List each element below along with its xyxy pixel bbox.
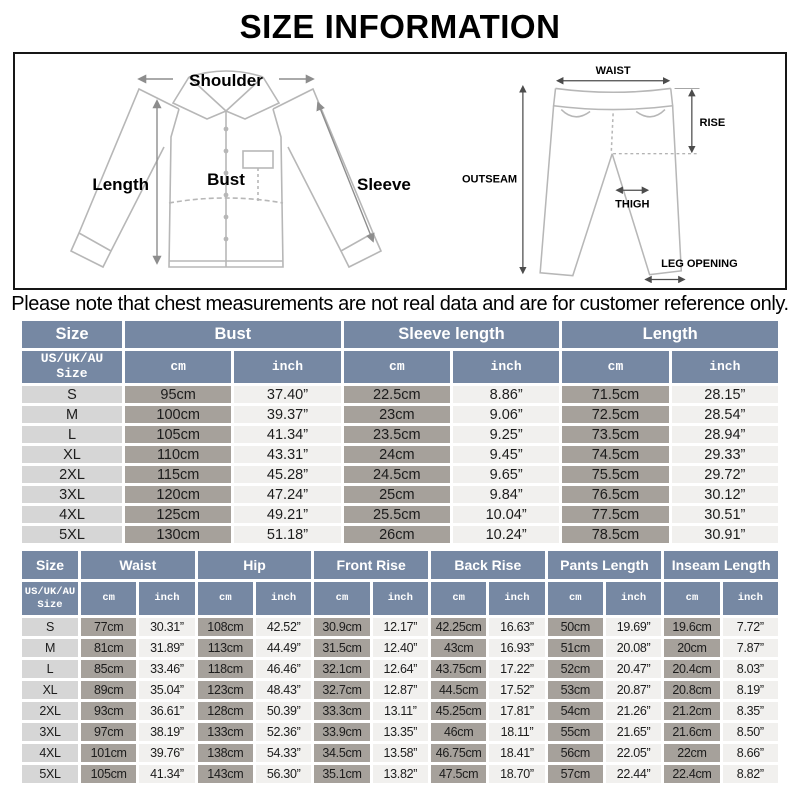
size-group-header: Size: [22, 321, 122, 348]
inch-value-cell: 44.49”: [256, 639, 311, 657]
inch-value-cell: 8.19”: [723, 681, 778, 699]
inch-value-cell: 36.61”: [139, 702, 194, 720]
measure-group-header: Bust: [125, 321, 341, 348]
inch-value-cell: 17.52”: [489, 681, 544, 699]
inch-value-cell: 20.08”: [606, 639, 661, 657]
inch-value-cell: 18.11”: [489, 723, 544, 741]
cm-value-cell: 51cm: [548, 639, 603, 657]
size-cell: 5XL: [22, 526, 122, 543]
size-subheader: US/UK/AU Size: [22, 351, 122, 383]
size-row: [22, 526, 778, 543]
cm-value-cell: 32.7cm: [314, 681, 369, 699]
cm-value-cell: 20.4cm: [664, 660, 719, 678]
inch-value-cell: 8.66”: [723, 744, 778, 762]
inch-value-cell: 12.17”: [373, 618, 428, 636]
inch-value-cell: 50.39”: [256, 702, 311, 720]
inch-value-cell: 42.52”: [256, 618, 311, 636]
cm-unit-header: cm: [562, 351, 668, 383]
inch-value-cell: 46.46”: [256, 660, 311, 678]
cm-value-cell: 25cm: [344, 486, 450, 503]
inch-value-cell: 37.40”: [234, 386, 340, 403]
cm-value-cell: 46.75cm: [431, 744, 486, 762]
inch-value-cell: 22.05”: [606, 744, 661, 762]
cm-unit-header: cm: [664, 582, 719, 615]
inch-value-cell: 20.87”: [606, 681, 661, 699]
shirt-measurement-diagram: [15, 54, 446, 288]
inch-value-cell: 13.58”: [373, 744, 428, 762]
size-cell: 3XL: [22, 723, 78, 741]
inch-value-cell: 7.87”: [723, 639, 778, 657]
shoulder-label: Shoulder: [188, 71, 263, 90]
measure-group-header: Sleeve length: [344, 321, 560, 348]
size-cell: XL: [22, 446, 122, 463]
size-row: [22, 386, 778, 403]
cm-value-cell: 73.5cm: [562, 426, 668, 443]
size-row: [22, 406, 778, 423]
inch-unit-header: inch: [373, 582, 428, 615]
size-row: [22, 506, 778, 523]
inch-value-cell: 47.24”: [234, 486, 340, 503]
bottoms-size-table: [19, 548, 781, 786]
leg-opening-label: LEG OPENING: [660, 258, 738, 270]
inch-value-cell: 12.40”: [373, 639, 428, 657]
tops-table-body: [22, 386, 778, 543]
tops-size-table: [19, 318, 781, 546]
size-cell: 2XL: [22, 466, 122, 483]
cm-value-cell: 21.2cm: [664, 702, 719, 720]
measurement-diagram-box: [13, 52, 787, 290]
size-row: [22, 446, 778, 463]
inch-value-cell: 10.24”: [453, 526, 559, 543]
pants-illustration: [448, 57, 784, 285]
cm-value-cell: 25.5cm: [344, 506, 450, 523]
inch-value-cell: 30.31”: [139, 618, 194, 636]
size-subheader: US/UK/AU Size: [22, 582, 78, 615]
inch-value-cell: 17.22”: [489, 660, 544, 678]
cm-value-cell: 30.9cm: [314, 618, 369, 636]
length-label: Length: [91, 175, 149, 194]
inch-value-cell: 51.18”: [234, 526, 340, 543]
inch-value-cell: 41.34”: [234, 426, 340, 443]
inch-value-cell: 21.26”: [606, 702, 661, 720]
cm-value-cell: 21.6cm: [664, 723, 719, 741]
cm-value-cell: 24cm: [344, 446, 450, 463]
cm-value-cell: 77cm: [81, 618, 136, 636]
size-cell: 5XL: [22, 765, 78, 783]
size-cell: L: [22, 660, 78, 678]
outseam-label: OUTSEAM: [461, 173, 517, 186]
inch-value-cell: 41.34”: [139, 765, 194, 783]
cm-value-cell: 75.5cm: [562, 466, 668, 483]
cm-value-cell: 46cm: [431, 723, 486, 741]
inch-value-cell: 28.15”: [672, 386, 778, 403]
cm-value-cell: 101cm: [81, 744, 136, 762]
inch-value-cell: 13.35”: [373, 723, 428, 741]
cm-value-cell: 54cm: [548, 702, 603, 720]
cm-value-cell: 22.4cm: [664, 765, 719, 783]
bottoms-table-body: [22, 618, 778, 783]
size-cell: 3XL: [22, 486, 122, 503]
cm-value-cell: 71.5cm: [562, 386, 668, 403]
inch-value-cell: 7.72”: [723, 618, 778, 636]
cm-value-cell: 50cm: [548, 618, 603, 636]
size-cell: 4XL: [22, 506, 122, 523]
inch-value-cell: 54.33”: [256, 744, 311, 762]
inch-value-cell: 38.19”: [139, 723, 194, 741]
inch-value-cell: 12.64”: [373, 660, 428, 678]
cm-value-cell: 133cm: [198, 723, 253, 741]
cm-value-cell: 72.5cm: [562, 406, 668, 423]
inch-value-cell: 29.33”: [672, 446, 778, 463]
size-row: [22, 723, 778, 741]
size-row: [22, 660, 778, 678]
cm-value-cell: 115cm: [125, 466, 231, 483]
cm-value-cell: 33.3cm: [314, 702, 369, 720]
size-cell: M: [22, 639, 78, 657]
size-row: [22, 681, 778, 699]
size-group-header: Size: [22, 551, 78, 579]
pants-measurement-diagram: [446, 54, 785, 288]
size-cell: L: [22, 426, 122, 443]
inch-value-cell: 9.65”: [453, 466, 559, 483]
measure-group-header: Length: [562, 321, 778, 348]
size-cell: XL: [22, 681, 78, 699]
inch-value-cell: 13.82”: [373, 765, 428, 783]
cm-value-cell: 138cm: [198, 744, 253, 762]
thigh-label: THIGH: [614, 198, 650, 211]
cm-value-cell: 128cm: [198, 702, 253, 720]
cm-value-cell: 23.5cm: [344, 426, 450, 443]
cm-value-cell: 43cm: [431, 639, 486, 657]
size-cell: 2XL: [22, 702, 78, 720]
cm-unit-header: cm: [548, 582, 603, 615]
cm-value-cell: 22cm: [664, 744, 719, 762]
cm-value-cell: 89cm: [81, 681, 136, 699]
inch-value-cell: 8.86”: [453, 386, 559, 403]
size-row: [22, 744, 778, 762]
inch-value-cell: 28.94”: [672, 426, 778, 443]
cm-value-cell: 77.5cm: [562, 506, 668, 523]
inch-value-cell: 49.21”: [234, 506, 340, 523]
cm-value-cell: 74.5cm: [562, 446, 668, 463]
rise-label: RISE: [699, 116, 725, 129]
cm-value-cell: 108cm: [198, 618, 253, 636]
measure-group-header: Back Rise: [431, 551, 545, 579]
cm-value-cell: 56cm: [548, 744, 603, 762]
inch-value-cell: 39.76”: [139, 744, 194, 762]
inch-unit-header: inch: [606, 582, 661, 615]
page-title: SIZE INFORMATION: [239, 8, 561, 45]
inch-value-cell: 10.04”: [453, 506, 559, 523]
bottoms-table-head: [22, 551, 778, 615]
cm-value-cell: 125cm: [125, 506, 231, 523]
size-row: [22, 765, 778, 783]
size-cell: S: [22, 386, 122, 403]
waist-label: WAIST: [595, 65, 631, 78]
inch-unit-header: inch: [723, 582, 778, 615]
measure-group-header: Waist: [81, 551, 195, 579]
cm-value-cell: 32.1cm: [314, 660, 369, 678]
cm-value-cell: 55cm: [548, 723, 603, 741]
cm-value-cell: 53cm: [548, 681, 603, 699]
cm-value-cell: 19.6cm: [664, 618, 719, 636]
inch-value-cell: 12.87”: [373, 681, 428, 699]
sleeve-label: Sleeve: [356, 175, 411, 194]
inch-value-cell: 56.30”: [256, 765, 311, 783]
inch-value-cell: 43.31”: [234, 446, 340, 463]
inch-value-cell: 16.63”: [489, 618, 544, 636]
cm-value-cell: 85cm: [81, 660, 136, 678]
measure-group-header: Hip: [198, 551, 312, 579]
inch-unit-header: inch: [453, 351, 559, 383]
inch-value-cell: 9.45”: [453, 446, 559, 463]
cm-value-cell: 42.25cm: [431, 618, 486, 636]
cm-value-cell: 45.25cm: [431, 702, 486, 720]
bust-label: Bust: [206, 170, 245, 189]
size-row: [22, 618, 778, 636]
cm-value-cell: 33.9cm: [314, 723, 369, 741]
inch-unit-header: inch: [256, 582, 311, 615]
inch-value-cell: 8.50”: [723, 723, 778, 741]
pants-outline: [540, 88, 681, 275]
inch-value-cell: 18.41”: [489, 744, 544, 762]
reference-note: Please note that chest measurements are not real data and are for customer reference only.: [11, 293, 789, 315]
inch-value-cell: 9.25”: [453, 426, 559, 443]
cm-unit-header: cm: [125, 351, 231, 383]
inch-value-cell: 31.89”: [139, 639, 194, 657]
cm-value-cell: 95cm: [125, 386, 231, 403]
inch-value-cell: 48.43”: [256, 681, 311, 699]
cm-value-cell: 93cm: [81, 702, 136, 720]
size-cell: 4XL: [22, 744, 78, 762]
size-cell: M: [22, 406, 122, 423]
inch-value-cell: 45.28”: [234, 466, 340, 483]
measure-group-header: Inseam Length: [664, 551, 778, 579]
cm-value-cell: 97cm: [81, 723, 136, 741]
inch-value-cell: 9.84”: [453, 486, 559, 503]
cm-value-cell: 78.5cm: [562, 526, 668, 543]
shirt-illustration: [19, 57, 443, 285]
cm-value-cell: 20cm: [664, 639, 719, 657]
cm-value-cell: 113cm: [198, 639, 253, 657]
cm-value-cell: 110cm: [125, 446, 231, 463]
inch-value-cell: 19.69”: [606, 618, 661, 636]
inch-value-cell: 8.03”: [723, 660, 778, 678]
inch-value-cell: 30.51”: [672, 506, 778, 523]
cm-value-cell: 31.5cm: [314, 639, 369, 657]
inch-value-cell: 21.65”: [606, 723, 661, 741]
size-row: [22, 639, 778, 657]
cm-value-cell: 123cm: [198, 681, 253, 699]
size-cell: S: [22, 618, 78, 636]
size-row: [22, 486, 778, 503]
inch-value-cell: 33.46”: [139, 660, 194, 678]
cm-value-cell: 22.5cm: [344, 386, 450, 403]
inch-value-cell: 9.06”: [453, 406, 559, 423]
inch-unit-header: inch: [489, 582, 544, 615]
inch-value-cell: 17.81”: [489, 702, 544, 720]
cm-value-cell: 118cm: [198, 660, 253, 678]
cm-value-cell: 23cm: [344, 406, 450, 423]
size-row: [22, 426, 778, 443]
size-row: [22, 702, 778, 720]
inch-value-cell: 18.70”: [489, 765, 544, 783]
inch-unit-header: inch: [672, 351, 778, 383]
cm-value-cell: 35.1cm: [314, 765, 369, 783]
cm-value-cell: 43.75cm: [431, 660, 486, 678]
cm-value-cell: 105cm: [81, 765, 136, 783]
cm-value-cell: 47.5cm: [431, 765, 486, 783]
cm-value-cell: 34.5cm: [314, 744, 369, 762]
size-row: [22, 466, 778, 483]
cm-value-cell: 76.5cm: [562, 486, 668, 503]
cm-value-cell: 52cm: [548, 660, 603, 678]
tops-table-head: [22, 321, 778, 383]
inch-value-cell: 35.04”: [139, 681, 194, 699]
inch-value-cell: 30.12”: [672, 486, 778, 503]
inch-value-cell: 28.54”: [672, 406, 778, 423]
cm-unit-header: cm: [344, 351, 450, 383]
inch-value-cell: 39.37”: [234, 406, 340, 423]
cm-value-cell: 130cm: [125, 526, 231, 543]
inch-value-cell: 13.11”: [373, 702, 428, 720]
inch-value-cell: 8.82”: [723, 765, 778, 783]
inch-value-cell: 30.91”: [672, 526, 778, 543]
inch-value-cell: 8.35”: [723, 702, 778, 720]
inch-value-cell: 52.36”: [256, 723, 311, 741]
cm-value-cell: 105cm: [125, 426, 231, 443]
inch-value-cell: 22.44”: [606, 765, 661, 783]
cm-value-cell: 120cm: [125, 486, 231, 503]
inch-value-cell: 29.72”: [672, 466, 778, 483]
cm-value-cell: 57cm: [548, 765, 603, 783]
shirt-outline: [71, 71, 381, 267]
measure-group-header: Front Rise: [314, 551, 428, 579]
cm-unit-header: cm: [198, 582, 253, 615]
cm-value-cell: 100cm: [125, 406, 231, 423]
cm-value-cell: 44.5cm: [431, 681, 486, 699]
inch-unit-header: inch: [139, 582, 194, 615]
cm-value-cell: 81cm: [81, 639, 136, 657]
cm-unit-header: cm: [81, 582, 136, 615]
inch-value-cell: 20.47”: [606, 660, 661, 678]
cm-value-cell: 24.5cm: [344, 466, 450, 483]
inch-value-cell: 16.93”: [489, 639, 544, 657]
measure-group-header: Pants Length: [548, 551, 662, 579]
cm-value-cell: 20.8cm: [664, 681, 719, 699]
cm-value-cell: 143cm: [198, 765, 253, 783]
inch-unit-header: inch: [234, 351, 340, 383]
cm-value-cell: 26cm: [344, 526, 450, 543]
cm-unit-header: cm: [431, 582, 486, 615]
cm-unit-header: cm: [314, 582, 369, 615]
